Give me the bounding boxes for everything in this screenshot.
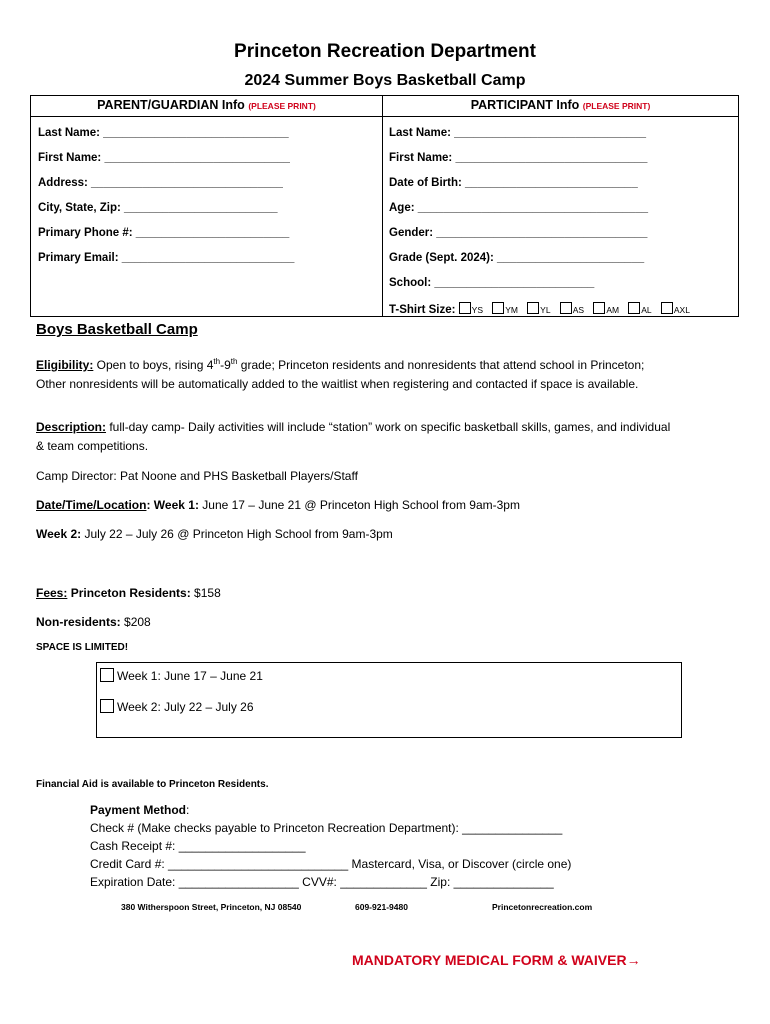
parent-email-field[interactable]: Primary Email: ___________________________	[38, 252, 295, 264]
info-table	[30, 95, 739, 317]
fees-nonresidents-label: Non-residents:	[36, 615, 121, 629]
week2-text: July 22 – July 26 @ Princeton High School from 9am-3pm	[81, 527, 393, 541]
section-heading: Boys Basketball Camp	[36, 321, 198, 338]
footer-address: 380 Witherspoon Street, Princeton, NJ 08540	[121, 902, 302, 912]
size-am-label: AM	[606, 305, 620, 315]
fees-line	[36, 584, 676, 603]
eligibility-text-c: grade; Princeton residents and nonresidents that attend school in Princeton; Other nonresidents will be automatically added to the waitlist when registering and contacted if space is available.	[36, 358, 645, 391]
week1-checkbox[interactable]	[100, 668, 114, 682]
size-yl-label: YL	[540, 305, 551, 315]
description-label: Description:	[36, 420, 107, 434]
eligibility-sup-b: th	[230, 357, 238, 366]
fees-label: Fees:	[36, 586, 68, 600]
participant-age-field[interactable]: Age: ____________________________________	[389, 202, 648, 214]
footer-website[interactable]: Princetonrecreation.com	[492, 902, 593, 912]
parent-heading	[31, 98, 382, 112]
size-as-label: AS	[572, 305, 585, 315]
participant-school-field[interactable]: School: _________________________	[389, 277, 595, 289]
parent-first-name-field[interactable]: First Name: _____________________________	[38, 152, 290, 164]
participant-dob-field[interactable]: Date of Birth: ___________________________	[389, 177, 638, 189]
participant-print-note: (PLEASE PRINT)	[582, 101, 651, 111]
parent-phone-field[interactable]: Primary Phone #: ________________________	[38, 227, 290, 239]
parent-heading-label: PARENT/GUARDIAN Info	[97, 98, 245, 112]
checkbox-yl[interactable]	[527, 302, 539, 314]
credit-card-field[interactable]: Credit Card #: ___________________________ Mastercard, Visa, or Discover (circle one)	[90, 857, 572, 871]
eligibility-label: Eligibility:	[36, 358, 94, 372]
checkbox-axl[interactable]	[661, 302, 673, 314]
payment-method-section	[90, 801, 571, 891]
week1-text: June 17 – June 21 @ Princeton High School from 9am-3pm	[198, 498, 520, 512]
week1-option[interactable]	[100, 668, 263, 683]
eligibility-paragraph	[36, 352, 676, 394]
size-al-label: AL	[641, 305, 652, 315]
week1-option-label: Week 1: June 17 – June 21	[117, 669, 263, 683]
payment-method-colon: :	[186, 803, 190, 817]
week1-line	[36, 496, 676, 515]
financial-aid-notice: Financial Aid is available to Princeton Residents.	[36, 779, 269, 790]
week2-label: Week 2:	[36, 527, 82, 541]
eligibility-text-a: Open to boys, rising 4	[93, 358, 214, 372]
tshirt-size-label: T-Shirt Size:	[389, 304, 456, 316]
camp-director: Camp Director: Pat Noone and PHS Basketball Players/Staff	[36, 469, 358, 483]
eligibility-sup-a: th	[213, 357, 221, 366]
size-ys-label: YS	[471, 305, 483, 315]
expiration-cvv-zip-field[interactable]: Expiration Date: __________________ CVV#: _____________ Zip: _______________	[90, 875, 554, 889]
parent-city-state-zip-field[interactable]: City, State, Zip: ________________________	[38, 202, 278, 214]
week1-label: : Week 1:	[146, 498, 199, 512]
parent-print-note: (PLEASE PRINT)	[248, 101, 316, 111]
participant-grade-field[interactable]: Grade (Sept. 2024): _______________________	[389, 252, 645, 264]
description-text: full-day camp- Daily activities will include “station” work on specific basketball skills, games, and individual & team competitions.	[36, 420, 671, 453]
mandatory-form-label: MANDATORY MEDICAL FORM & WAIVER	[352, 952, 627, 968]
week-selection-box	[96, 662, 682, 738]
checkbox-as[interactable]	[560, 302, 572, 314]
arrow-right-icon: →	[626, 952, 641, 968]
cash-receipt-field[interactable]: Cash Receipt #: ___________________	[90, 839, 306, 853]
size-axl-label: AXL	[673, 305, 690, 315]
payment-method-label: Payment Method	[90, 803, 187, 817]
check-number-field[interactable]: Check # (Make checks payable to Princeton Recreation Department): _______________	[90, 821, 563, 835]
participant-first-name-field[interactable]: First Name: ______________________________	[389, 152, 648, 164]
table-divider-vertical	[382, 96, 383, 316]
tshirt-size-row	[389, 302, 696, 316]
fees-residents-value: $158	[190, 586, 221, 600]
participant-last-name-field[interactable]: Last Name: ______________________________	[389, 127, 647, 139]
date-time-location-label: Date/Time/Location	[36, 498, 147, 512]
participant-gender-field[interactable]: Gender: _________________________________	[389, 227, 648, 239]
page-subtitle: 2024 Summer Boys Basketball Camp	[244, 72, 526, 89]
parent-address-field[interactable]: Address: ______________________________	[38, 177, 283, 189]
parent-last-name-field[interactable]: Last Name: _____________________________	[38, 127, 289, 139]
description-paragraph	[36, 418, 676, 456]
checkbox-ys[interactable]	[459, 302, 471, 314]
table-divider-horizontal	[31, 116, 738, 117]
footer-phone: 609-921-9480	[355, 902, 408, 912]
space-limited-notice: SPACE IS LIMITED!	[36, 642, 129, 653]
fees-nonresidents-value: $208	[120, 615, 151, 629]
checkbox-am[interactable]	[593, 302, 605, 314]
week2-option[interactable]	[100, 699, 254, 714]
eligibility-text-b: -9	[220, 358, 231, 372]
week2-option-label: Week 2: July 22 – July 26	[117, 700, 254, 714]
size-ym-label: YM	[505, 305, 518, 315]
payment-method-heading	[90, 801, 571, 819]
page-title: Princeton Recreation Department	[234, 41, 536, 62]
mandatory-form-notice[interactable]	[352, 952, 641, 968]
participant-heading-label: PARTICIPANT Info	[470, 98, 580, 112]
participant-heading	[383, 98, 738, 112]
nonresident-fee-line	[36, 613, 676, 632]
checkbox-al[interactable]	[628, 302, 640, 314]
checkbox-ym[interactable]	[492, 302, 504, 314]
week2-line	[36, 525, 676, 544]
fees-residents-label: Princeton Residents:	[67, 586, 191, 600]
week2-checkbox[interactable]	[100, 699, 114, 713]
